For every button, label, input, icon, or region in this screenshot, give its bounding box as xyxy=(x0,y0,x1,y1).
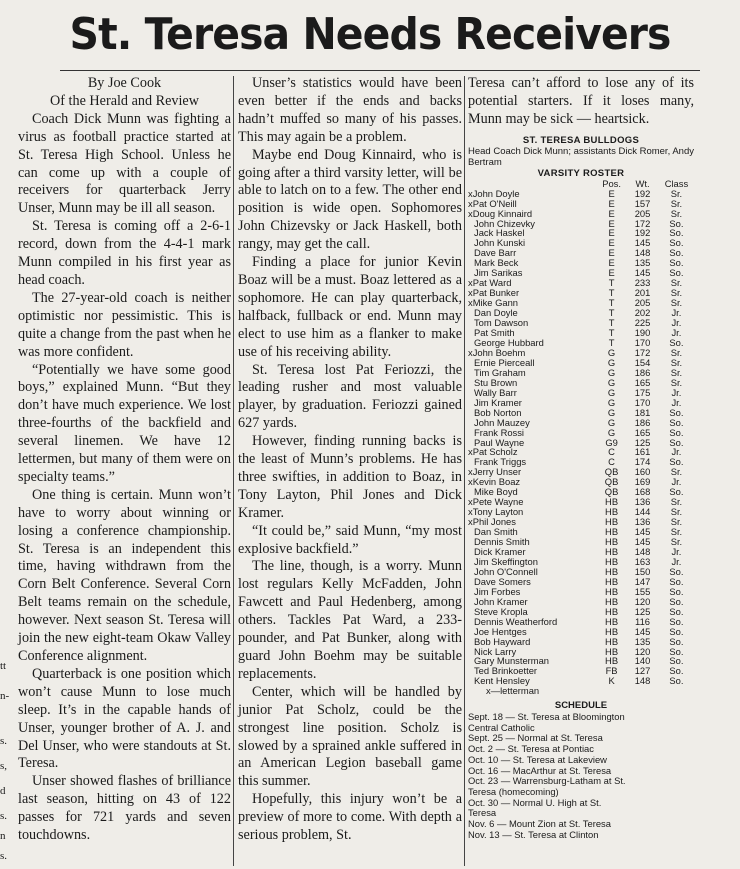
player-name: Steve Kropla xyxy=(474,605,528,617)
article-column-3 xyxy=(468,75,694,840)
article-paragraph: Center, which will be handled by junior Pat Scholz, could be the strongest line position. Scholz is slowed by a sprained ankle suffered in an American Legion baseball game this summer. xyxy=(238,683,462,790)
player-position: HB xyxy=(605,625,619,637)
player-weight: 125 xyxy=(634,605,651,617)
player-position: E xyxy=(608,217,615,229)
player-weight: 136 xyxy=(634,516,651,528)
player-position: G9 xyxy=(605,436,618,448)
team-info-box xyxy=(468,135,694,841)
player-position: HB xyxy=(605,565,619,577)
player-position: QB xyxy=(604,476,619,488)
player-name: Ted Brinkoetter xyxy=(474,665,538,677)
player-name: Tom Dawson xyxy=(474,317,529,329)
player-weight: 205 xyxy=(634,297,651,309)
player-weight: 205 xyxy=(634,207,651,219)
player-name: xPete Wayne xyxy=(468,496,524,508)
player-weight: 175 xyxy=(634,386,651,398)
article-paragraph: Quarterback is one position which won’t cause Munn to lose much sleep. It’s in the capable hands of Unser, younger brother of A. J. and Del Unser, who were standouts at St. Teresa. xyxy=(18,665,231,772)
player-name: Jack Haskel xyxy=(474,227,525,239)
player-position: HB xyxy=(605,526,619,538)
player-weight: 186 xyxy=(634,366,651,378)
player-class: Sr. xyxy=(670,297,683,309)
edge-fragment: d xyxy=(0,785,6,797)
player-name: Pat Smith xyxy=(474,327,515,339)
player-weight: 172 xyxy=(634,346,651,358)
player-position: T xyxy=(608,317,615,329)
player-position: T xyxy=(608,277,615,289)
player-position: T xyxy=(608,327,615,339)
player-position: HB xyxy=(605,516,619,528)
roster-table xyxy=(468,179,694,687)
player-position: G xyxy=(607,376,616,388)
player-class: Jr. xyxy=(671,386,682,398)
player-position: HB xyxy=(605,506,619,518)
player-class: So. xyxy=(669,217,684,229)
column-3-paragraph: Teresa can’t afford to lose any of its potential starters. If it loses many, Munn may be sick — heartsick. xyxy=(468,75,694,127)
player-class: Jr. xyxy=(671,317,682,329)
player-name: Dan Doyle xyxy=(474,307,518,319)
schedule-line: Oct. 10 — St. Teresa at Lakeview xyxy=(468,753,607,765)
article-paragraph: St. Teresa lost Pat Feriozzi, the leading rusher and most valuable player, by graduation. Feriozzi gained 627 yards. xyxy=(238,361,462,432)
player-position: HB xyxy=(605,655,619,667)
player-position: HB xyxy=(605,555,619,567)
player-position: E xyxy=(608,257,615,269)
player-name: xDoug Kinnaird xyxy=(468,207,533,219)
article-paragraph: St. Teresa is coming off a 2-6-1 record, down from the 4-4-1 mark Munn compiled in his first year as head coach. xyxy=(18,218,231,288)
player-name: George Hubbard xyxy=(474,336,544,348)
player-position: E xyxy=(608,227,615,239)
player-name: John Kramer xyxy=(474,595,528,607)
player-weight: 225 xyxy=(634,317,651,329)
player-weight: 192 xyxy=(634,187,651,199)
player-name: Frank Rossi xyxy=(474,426,525,438)
player-weight: 165 xyxy=(634,376,651,388)
player-name: Kent Hensley xyxy=(474,675,530,687)
player-weight: 155 xyxy=(634,585,651,597)
player-name: Dave Barr xyxy=(474,247,517,259)
player-name: John Chizevky xyxy=(474,217,535,229)
edge-fragment: s. xyxy=(0,735,8,747)
player-class: So. xyxy=(669,605,684,617)
schedule-line: Teresa xyxy=(468,807,497,819)
player-class: Sr. xyxy=(670,496,683,508)
player-position: HB xyxy=(605,545,619,557)
edge-fragment: s. xyxy=(0,810,8,822)
player-class: Sr. xyxy=(670,466,683,478)
player-class: So. xyxy=(669,595,684,607)
article-paragraph: “Potentially we have some good boys,” explained Munn. “But they don’t have much experience. We lost three-fourths of the backfield and several linemen. We have 12 lettermen, but many of them were on specialty teams.” xyxy=(18,361,231,485)
player-name: xMike Gann xyxy=(468,297,519,309)
article-paragraph: Finding a place for junior Kevin Boaz will be a must. Boaz lettered as a sophomore. He can play quarterback, halfback, fullback or end. Munn may elect to use him as a flanker to make use of his receiving ability. xyxy=(238,254,462,360)
player-class: So. xyxy=(669,237,684,249)
player-position: E xyxy=(608,247,615,259)
player-class: So. xyxy=(669,665,684,677)
player-position: C xyxy=(608,446,615,458)
article-paragraph: One thing is certain. Munn won’t have to worry about winning or losing a conference championship. St. Teresa is an independent this time, having withdrawn from the Corn Belt Conference. Several Corn Belt teams remain on the schedule, however. Next season St. Teresa will join the new eight-team Okaw Valley Conference alignment. xyxy=(18,486,231,664)
player-position: QB xyxy=(604,486,619,498)
player-name: Dave Somers xyxy=(474,575,531,587)
player-name: Paul Wayne xyxy=(474,436,525,448)
player-class: Jr. xyxy=(671,545,682,557)
player-class: So. xyxy=(669,675,684,687)
player-position: HB xyxy=(605,536,619,548)
headline-rule xyxy=(60,70,700,71)
player-weight: 148 xyxy=(634,545,651,557)
player-class: So. xyxy=(669,227,684,239)
player-name: Ernie Pierceall xyxy=(474,356,535,368)
column-divider xyxy=(233,76,234,866)
article-paragraph: Hopefully, this injury won’t be a preview of more to come. With depth a serious problem, St. xyxy=(238,791,462,844)
article-paragraph: The 27-year-old coach is neither optimistic nor pessimistic. This is quite a change from the past when he was more confident. xyxy=(18,289,231,360)
player-name: Dennis Smith xyxy=(474,536,530,548)
player-weight: 190 xyxy=(634,327,651,339)
player-name: John Mauzey xyxy=(474,416,530,428)
article-paragraph: Maybe end Doug Kinnaird, who is going after a third varsity letter, will be able to latch on to a few. The other end position is wide open. Sophomores John Chizevsky or Jack Haskell, both rangy, may get the call. xyxy=(238,146,462,253)
player-name: Dennis Weatherford xyxy=(474,615,558,627)
schedule-line: Oct. 16 — MacArthur at St. Teresa xyxy=(468,764,612,776)
player-weight: 144 xyxy=(634,506,651,518)
headline: St. Teresa Needs Receivers xyxy=(69,9,671,60)
player-class: So. xyxy=(669,406,684,418)
player-name: Dick Kramer xyxy=(474,545,526,557)
player-name: Dan Smith xyxy=(474,526,518,538)
player-weight: 181 xyxy=(634,406,651,418)
edge-fragment: s. xyxy=(0,850,8,862)
player-position: G xyxy=(607,346,616,358)
player-position: HB xyxy=(605,645,619,657)
player-name: Gary Munsterman xyxy=(474,655,550,667)
article-paragraph: However, finding running backs is the least of Munn’s problems. He has three swifties, in addition to Boaz, in Tony Layton, Phil Jones and Dick Kramer. xyxy=(238,433,462,521)
article-column-2 xyxy=(238,75,462,845)
player-weight: 170 xyxy=(634,336,651,348)
player-class: So. xyxy=(669,257,684,269)
player-name: xJohn Doyle xyxy=(468,187,520,199)
byline-org: Of the Herald and Review xyxy=(50,92,199,109)
player-position: E xyxy=(608,197,615,209)
player-weight: 147 xyxy=(634,575,651,587)
player-class: Jr. xyxy=(671,446,682,458)
schedule-line: Nov. 6 — Mount Zion at St. Teresa xyxy=(468,818,611,830)
player-weight: 154 xyxy=(634,356,651,368)
player-weight: 168 xyxy=(634,486,651,498)
player-weight: 135 xyxy=(634,257,651,269)
team-title: ST. TERESA BULLDOGS xyxy=(522,134,640,146)
player-position: E xyxy=(608,187,615,199)
player-position: T xyxy=(608,336,615,348)
player-name: Mike Boyd xyxy=(474,486,518,498)
player-position: G xyxy=(607,396,616,408)
player-weight: 170 xyxy=(634,396,651,408)
player-position: K xyxy=(608,675,615,687)
player-class: Sr. xyxy=(670,536,683,548)
player-position: G xyxy=(607,406,616,418)
player-class: So. xyxy=(669,625,684,637)
player-class: Sr. xyxy=(670,356,683,368)
player-class: So. xyxy=(669,565,684,577)
player-weight: 116 xyxy=(635,615,650,627)
player-position: T xyxy=(608,307,615,319)
player-position: G xyxy=(607,366,616,378)
player-weight: 145 xyxy=(634,237,651,249)
player-position: T xyxy=(608,287,615,299)
edge-fragment: tt xyxy=(0,660,7,672)
player-class: Jr. xyxy=(671,476,682,488)
article-column-1 xyxy=(18,75,231,845)
player-class: Sr. xyxy=(670,277,683,289)
player-class: So. xyxy=(669,635,684,647)
player-class: So. xyxy=(669,575,684,587)
player-class: So. xyxy=(669,585,684,597)
player-class: Sr. xyxy=(670,366,683,378)
player-position: HB xyxy=(605,575,619,587)
player-name: xJohn Boehm xyxy=(468,346,526,358)
player-weight: 160 xyxy=(634,466,651,478)
player-name: Bob Hayward xyxy=(474,635,531,647)
article-paragraph: Coach Dick Munn was fighting a virus as football practice started at St. Teresa High School. Unless he can come up with a couple of receivers for quarterback Jerry Unser, Munn may be ill all season. xyxy=(18,110,231,217)
player-class: So. xyxy=(669,486,684,498)
player-name: Jim Sarikas xyxy=(474,267,523,279)
player-name: Wally Barr xyxy=(474,386,517,398)
article-paragraph: The line, though, is a worry. Munn lost regulars Kelly McFadden, John Fawcett and Paul Hedenberg, among others. Tackles Pat Ward, a 233-pounder, and Pat Bunker, along with guard John Boehm may be suitable replacements. xyxy=(238,558,462,682)
player-weight: 169 xyxy=(634,476,651,488)
player-class: So. xyxy=(669,267,684,279)
schedule-line: Oct. 23 — Warrensburg-Latham at St. xyxy=(468,775,626,787)
player-class: Jr. xyxy=(671,307,682,319)
player-weight: 136 xyxy=(634,496,651,508)
player-weight: 120 xyxy=(634,645,651,657)
player-class: So. xyxy=(669,416,684,428)
player-position: G xyxy=(607,426,616,438)
player-name: John Kunski xyxy=(474,237,526,249)
player-class: Sr. xyxy=(670,287,683,299)
player-class: So. xyxy=(669,247,684,259)
player-class: Sr. xyxy=(670,197,683,209)
player-class: Sr. xyxy=(670,187,683,199)
schedule-line: Sept. 18 — St. Teresa at Bloomington xyxy=(468,711,625,723)
column-2-paragraphs xyxy=(238,75,462,845)
player-name: xPat O'Neill xyxy=(468,197,517,209)
player-weight: 127 xyxy=(634,665,651,677)
schedule-list xyxy=(468,712,694,840)
player-weight: 148 xyxy=(634,675,651,687)
player-weight: 174 xyxy=(634,456,651,468)
player-class: Sr. xyxy=(670,506,683,518)
player-name: Jim Kramer xyxy=(474,396,522,408)
player-class: So. xyxy=(669,436,684,448)
player-name: Bob Norton xyxy=(474,406,522,418)
player-position: E xyxy=(608,237,615,249)
schedule-line: Oct. 2 — St. Teresa at Pontiac xyxy=(468,743,594,755)
player-weight: 148 xyxy=(634,247,651,259)
player-name: xJerry Unser xyxy=(468,466,522,478)
schedule-line: Teresa (homecoming) xyxy=(468,785,559,797)
player-class: Sr. xyxy=(670,346,683,358)
player-name: xPat Bunker xyxy=(468,287,520,299)
player-weight: 135 xyxy=(634,635,651,647)
letterman-legend: x—letterman xyxy=(486,685,540,697)
player-position: FB xyxy=(605,665,618,677)
player-class: Sr. xyxy=(670,526,683,538)
pos-header: Pos. xyxy=(602,177,621,189)
player-position: HB xyxy=(605,496,619,508)
player-weight: 233 xyxy=(634,277,651,289)
player-name: xTony Layton xyxy=(468,506,524,518)
player-weight: 201 xyxy=(634,287,651,299)
player-name: Jim Forbes xyxy=(474,585,521,597)
player-class: Jr. xyxy=(671,555,682,567)
roster-title: VARSITY ROSTER xyxy=(537,167,625,179)
article-paragraph: “It could be,” said Munn, “my most explosive backfield.” xyxy=(238,522,462,557)
edge-fragment: s, xyxy=(0,760,8,772)
schedule-title: SCHEDULE xyxy=(554,700,608,712)
player-weight: 145 xyxy=(634,267,651,279)
player-class: Sr. xyxy=(670,207,683,219)
player-name: John O'Connell xyxy=(474,565,538,577)
player-class: So. xyxy=(669,426,684,438)
edge-fragment: n xyxy=(0,830,6,842)
player-weight: 145 xyxy=(634,526,651,538)
player-name: Tim Graham xyxy=(474,366,526,378)
player-position: G xyxy=(607,386,616,398)
player-weight: 157 xyxy=(634,197,651,209)
player-name: Frank Triggs xyxy=(474,456,527,468)
player-name: xPhil Jones xyxy=(468,516,516,528)
player-name: Joe Hentges xyxy=(474,625,527,637)
player-position: C xyxy=(608,456,615,468)
player-weight: 140 xyxy=(634,655,651,667)
schedule-line: Oct. 30 — Normal U. High at St. xyxy=(468,796,602,808)
schedule-line: Central Catholic xyxy=(468,721,535,733)
player-class: Sr. xyxy=(670,376,683,388)
player-name: Mark Beck xyxy=(474,257,519,269)
player-name: Jim Skeffington xyxy=(474,555,538,567)
player-name: xPat Ward xyxy=(468,277,512,289)
player-class: So. xyxy=(669,655,684,667)
player-position: T xyxy=(608,297,615,309)
player-weight: 145 xyxy=(634,625,651,637)
player-class: Sr. xyxy=(670,516,683,528)
player-position: G xyxy=(607,356,616,368)
player-class: Jr. xyxy=(671,396,682,408)
edge-fragment: n- xyxy=(0,690,10,702)
player-class: So. xyxy=(669,456,684,468)
player-class: So. xyxy=(669,615,684,627)
player-weight: 172 xyxy=(634,217,651,229)
player-position: HB xyxy=(605,585,619,597)
player-weight: 192 xyxy=(634,227,651,239)
coaching-staff: Head Coach Dick Munn; assistants Dick Romer, Andy Bertram xyxy=(468,145,694,168)
column-divider xyxy=(464,76,465,866)
player-weight: 145 xyxy=(634,536,651,548)
byline: By Joe Cook xyxy=(87,75,162,91)
roster-row xyxy=(468,428,694,438)
player-name: xKevin Boaz xyxy=(468,476,521,488)
player-weight: 186 xyxy=(634,416,651,428)
player-class: Jr. xyxy=(671,327,682,339)
player-weight: 163 xyxy=(634,555,651,567)
player-position: HB xyxy=(605,635,619,647)
player-name: xPat Scholz xyxy=(468,446,518,458)
article-paragraph: Unser showed flashes of brilliance last season, hitting on 43 of 122 passes for 721 yards and seven touchdowns. xyxy=(18,773,231,844)
player-class: So. xyxy=(669,336,684,348)
player-position: HB xyxy=(605,615,619,627)
player-weight: 202 xyxy=(634,307,651,319)
player-position: G xyxy=(607,416,616,428)
player-weight: 161 xyxy=(634,446,651,458)
article-paragraph: Unser’s statistics would have been even better if the ends and backs hadn’t muffed so many of his passes. This may again be a problem. xyxy=(238,75,462,145)
player-position: HB xyxy=(605,595,619,607)
schedule-line: Nov. 13 — St. Teresa at Clinton xyxy=(468,828,599,840)
player-name: Nick Larry xyxy=(474,645,517,657)
player-position: E xyxy=(608,267,615,279)
player-weight: 150 xyxy=(634,565,651,577)
player-weight: 165 xyxy=(634,426,651,438)
player-position: HB xyxy=(605,605,619,617)
player-position: QB xyxy=(604,466,619,478)
player-class: So. xyxy=(669,645,684,657)
class-header: Class xyxy=(664,177,689,189)
schedule-line: Sept. 25 — Normal at St. Teresa xyxy=(468,732,603,744)
roster-body xyxy=(468,189,694,687)
player-name: Stu Brown xyxy=(474,376,518,388)
wt-header: Wt. xyxy=(635,177,650,189)
player-position: E xyxy=(608,207,615,219)
player-weight: 125 xyxy=(634,436,651,448)
player-weight: 120 xyxy=(634,595,651,607)
column-1-paragraphs xyxy=(18,111,231,845)
